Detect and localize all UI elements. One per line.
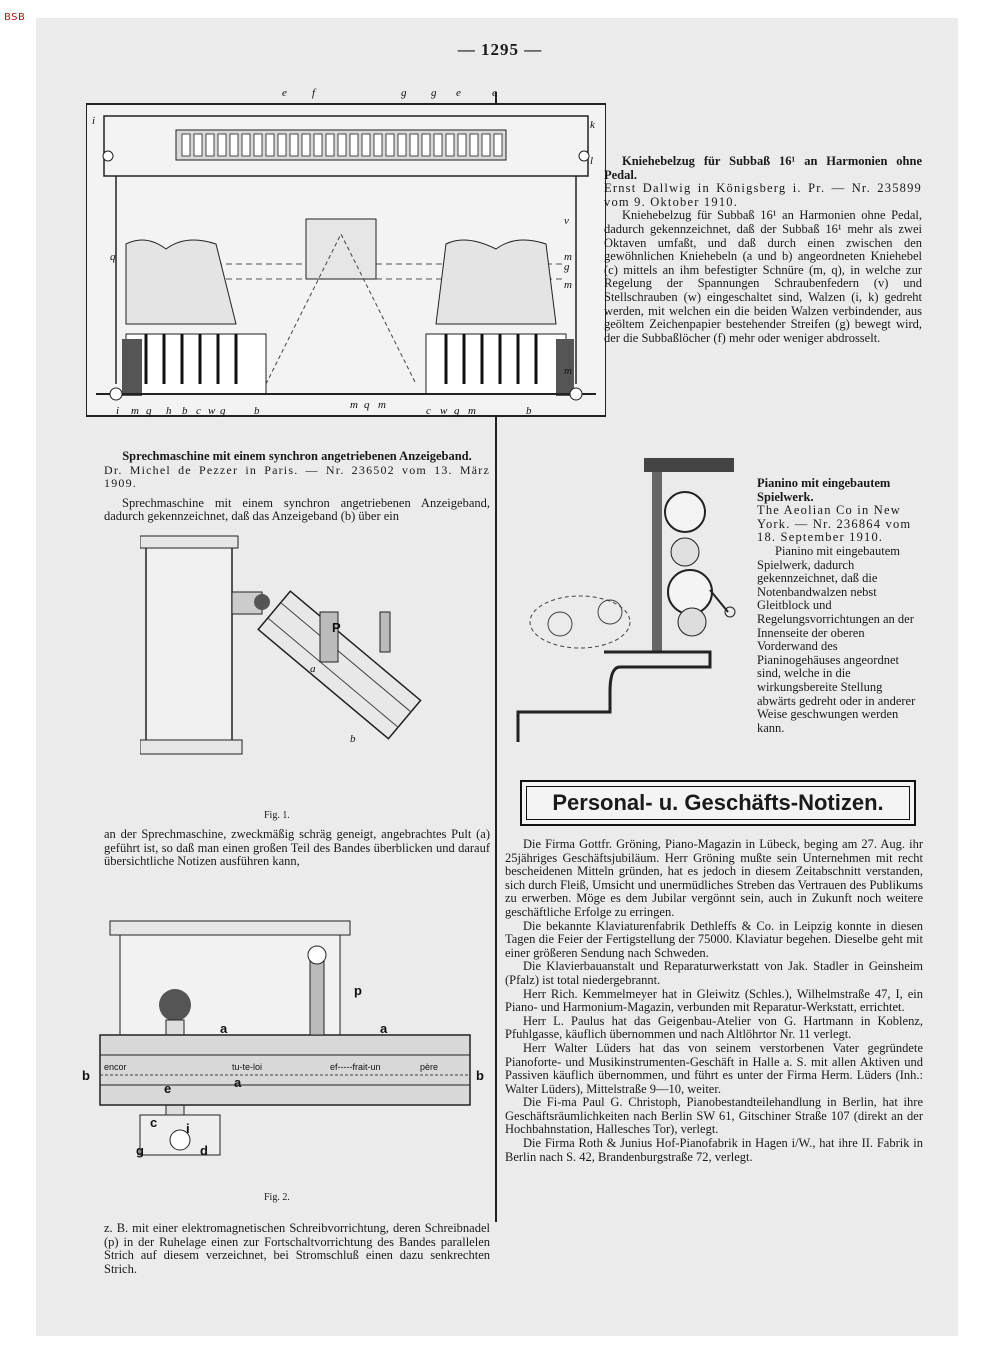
fig-label: P (332, 620, 341, 635)
fig-label: k (590, 119, 595, 131)
patent-pezzer (104, 450, 490, 524)
fig-label: i (186, 1121, 190, 1136)
article-meta: The Aeolian Co in New York. — Nr. 236864 vom 18. September 1910. (757, 503, 912, 545)
note-paragraph: Herr L. Paulus hat das Geigenbau-Atelier von G. Hartmann in Koblenz, Pfuhlgasse, käuflich übernommen und nach Altlöhrtor Nr. 11 verlegt. (505, 1013, 923, 1042)
fig-label: p (354, 983, 362, 998)
article-text: Kniehebelzug für Subbaß 16¹ an Harmonien ohne Pedal, dadurch gekennzeichnet, daß der Subbaß 16¹ mehr als zwei Oktaven umfaßt, und daß durch einen zwischen den gewöhnlichen Kniehebeln (a und b) angeordneten Kniehebel (c) mittels an ihm befestigter Schnüre (m, q), in welche zur Regelung der Spannungen Schraubenfedern (v) und Stellschrauben (w) eingeschaltet sind, Walzen (i, k) gedreht werden, mit welchen ein die beiden Walzen verbindender, aus geöltem Zeichenpapier bestehender Streifen (g) bewegt wird, der die Subbaßlöcher (f) mehr oder weniger abdrosselt. (604, 208, 922, 345)
patent-aeolian (757, 477, 922, 735)
article-text: an der Sprechmaschine, zweckmäßig schräg geneigt, angebrachtes Pult (a) geführt ist, so daß man einen großen Teil des Bandes überblicken und darauf übersichtliche Notizen ausführen kann, (104, 827, 490, 869)
note-paragraph: Die Fi-ma Paul G. Christoph, Pianobestandteilehandlung in Berlin, hat ihre Geschäftsräumlichkeiten nach Berlin SW 61, Gitschiner Straße 107 (direkt an der Hochbahnstation, Hallesches Tor), verlegt. (505, 1095, 923, 1137)
fig-label: c (196, 405, 201, 417)
fig-label: e (282, 87, 287, 99)
note-paragraph: Herr Rich. Kemmelmeyer hat in Gleiwitz (Schles.), Wilhelmstraße 47, I, ein Piano- und Harmonium-Magazin, verbunden mit Reparatur-Werkstatt, errichtet. (505, 986, 923, 1015)
fig-label: e (456, 87, 461, 99)
fig-label: g (220, 405, 226, 417)
fig-label: e (164, 1081, 172, 1096)
fig-label: i (92, 115, 96, 127)
fig-label: f (312, 87, 316, 99)
fig-label: d (200, 1143, 208, 1158)
fig-band-text: encor (104, 1062, 127, 1072)
fig-label: c (150, 1115, 158, 1130)
fig-label: a (234, 1075, 242, 1090)
fig-label: i (116, 405, 120, 417)
fig-label: a (220, 1021, 228, 1036)
fig-label: w (440, 405, 448, 417)
fig-label: a (380, 1021, 388, 1036)
fig-band-text: tu-te-loi (232, 1062, 263, 1072)
fig-label: e (492, 87, 497, 99)
note-paragraph: Die bekannte Klaviaturenfabrik Dethleffs & Co. in Leipzig konnte in diesen Tagen die Feier der Fertigstellung der 75000. Klaviatur begehen. Dieselbe geht mit einer größeren Sendung nach Schweden. (505, 918, 923, 960)
page-number: — 1295 — (457, 40, 543, 59)
note-paragraph: Die Firma Gottfr. Gröning, Piano-Magazin in Lübeck, beging am 27. Aug. ihr 25jähriges Geschäftsjubiläum. Herr Gröning mußte sein Unternehmen mit recht bescheidenen Mitteln gründen, hat es jedoch in diesem Zeitabschnitt verstanden, sich durch Fleiß, Umsicht und unermüdliches Streben das Vertrauen des Publikums zu erwerben. Möge es dem Jubilar vergönnt sein, auch in Zukunft noch weitere geschäftliche Erfolge zu erringen. (505, 837, 923, 919)
fig-label: c (426, 405, 431, 417)
fig-label: m (468, 405, 476, 417)
library-stamp: BSB (4, 12, 26, 23)
fig-label: g (564, 261, 570, 273)
fig-label: g (136, 1143, 144, 1158)
fig-label: h (166, 405, 172, 417)
fig-label: w (208, 405, 216, 417)
article-title: Kniehebelzug für Subbaß 16¹ an Harmonien ohne Pedal. (604, 154, 922, 182)
fig-band-text: ef-----frait-un (330, 1062, 381, 1072)
fig-label: q (146, 405, 152, 417)
patent-pezzer-end (104, 1222, 490, 1276)
fig-label: m (378, 399, 386, 411)
fig-label: b (350, 733, 356, 745)
business-notes (505, 838, 923, 1164)
fig-label: b (82, 1068, 90, 1083)
figure-caption: Fig. 1. (264, 810, 290, 821)
note-paragraph: Die Klavierbauanstalt und Reparaturwerkstatt von Jak. Stadler in Geinsheim (Pfalz) ist total niedergebrannt. (505, 959, 923, 987)
fig-label: b (526, 405, 532, 417)
patent-dallwig (604, 155, 922, 345)
article-title: Pianino mit eingebautem Spielwerk. (757, 476, 891, 504)
speech-machine-figure-1 (140, 532, 440, 802)
pianino-figure (500, 452, 750, 742)
article-text: z. B. mit einer elektromagnetischen Schreibvorrichtung, deren Schreibnadel (p) in der Ruhelage einen zur Fortschaltvorrichtung des Bandes parallelen Strich auf diesem verzeichnet, bei Stromschluß einen dazu senkrechten Strich. (104, 1221, 490, 1276)
fig-label: g (454, 405, 460, 417)
fig-label: q (364, 399, 370, 411)
speech-machine-figure-2 (80, 915, 490, 1185)
article-text: Sprechmaschine mit einem synchron angetriebenen Anzeigeband, dadurch gekennzeichnet, daß das Anzeigeband (b) über ein (104, 495, 490, 524)
note-paragraph: Herr Walter Lüders hat das von seinem verstorbenen Vater gegründete Pianoforte- und Musikinstrumenten-Geschäft in Halle a. S. mit allen Aktiven und Passiven käuflich übernommen, und führt es unter der Firma Herm. Lüders (Inh.: Walter Lüders), Mittelstraße 9—10, weiter. (505, 1040, 923, 1096)
article-meta: Dr. Michel de Pezzer in Paris. — Nr. 236502 vom 13. März 1909. (104, 462, 490, 491)
fig-band-text: père (420, 1062, 439, 1072)
fig-label: m (564, 279, 572, 291)
fig-label: q (110, 251, 116, 263)
fig-label: b (476, 1068, 484, 1083)
harmonium-figure (86, 84, 606, 424)
fig-label: l (590, 155, 594, 167)
fig-label: m (564, 365, 572, 377)
article-text: Pianino mit eingebautem Spielwerk, dadurch gekennzeichnet, daß die Notenbandwalzen nebst Gleitblock und Regelungsvorrichtungen an der Innenseite der oberen Vorderwand des Pianinogehäuses angeordnet sind, welche in die wirkungsbereite Stellung abwärts gedreht oder in anderer Weise geschwungen werden kann. (757, 543, 916, 735)
fig-label: g (431, 87, 437, 99)
fig-label: g (401, 87, 407, 99)
fig-label: m (564, 251, 572, 263)
fig-label: b (254, 405, 260, 417)
note-paragraph: Die Firma Roth & Junius Hof-Pianofabrik in Hagen i/W., hat ihre II. Fabrik in Berlin nach S. 42, Brandenburgstraße 72, verlegt. (505, 1136, 923, 1164)
fig-label: v (564, 215, 569, 227)
article-meta: Ernst Dallwig in Königsberg i. Pr. — Nr. 235899 vom 9. Oktober 1910. (604, 181, 922, 209)
article-title: Sprechmaschine mit einem synchron angetriebenen Anzeigeband. (122, 449, 472, 463)
fig-label: m (131, 405, 139, 417)
section-title: Personal- u. Geschäfts-Notizen. (526, 786, 910, 820)
patent-pezzer-cont (104, 828, 490, 869)
fig-label: m (350, 399, 358, 411)
fig-label: a (310, 663, 316, 675)
figure-caption: Fig. 2. (264, 1192, 290, 1203)
fig-label: b (182, 405, 188, 417)
section-header-box (520, 780, 916, 826)
